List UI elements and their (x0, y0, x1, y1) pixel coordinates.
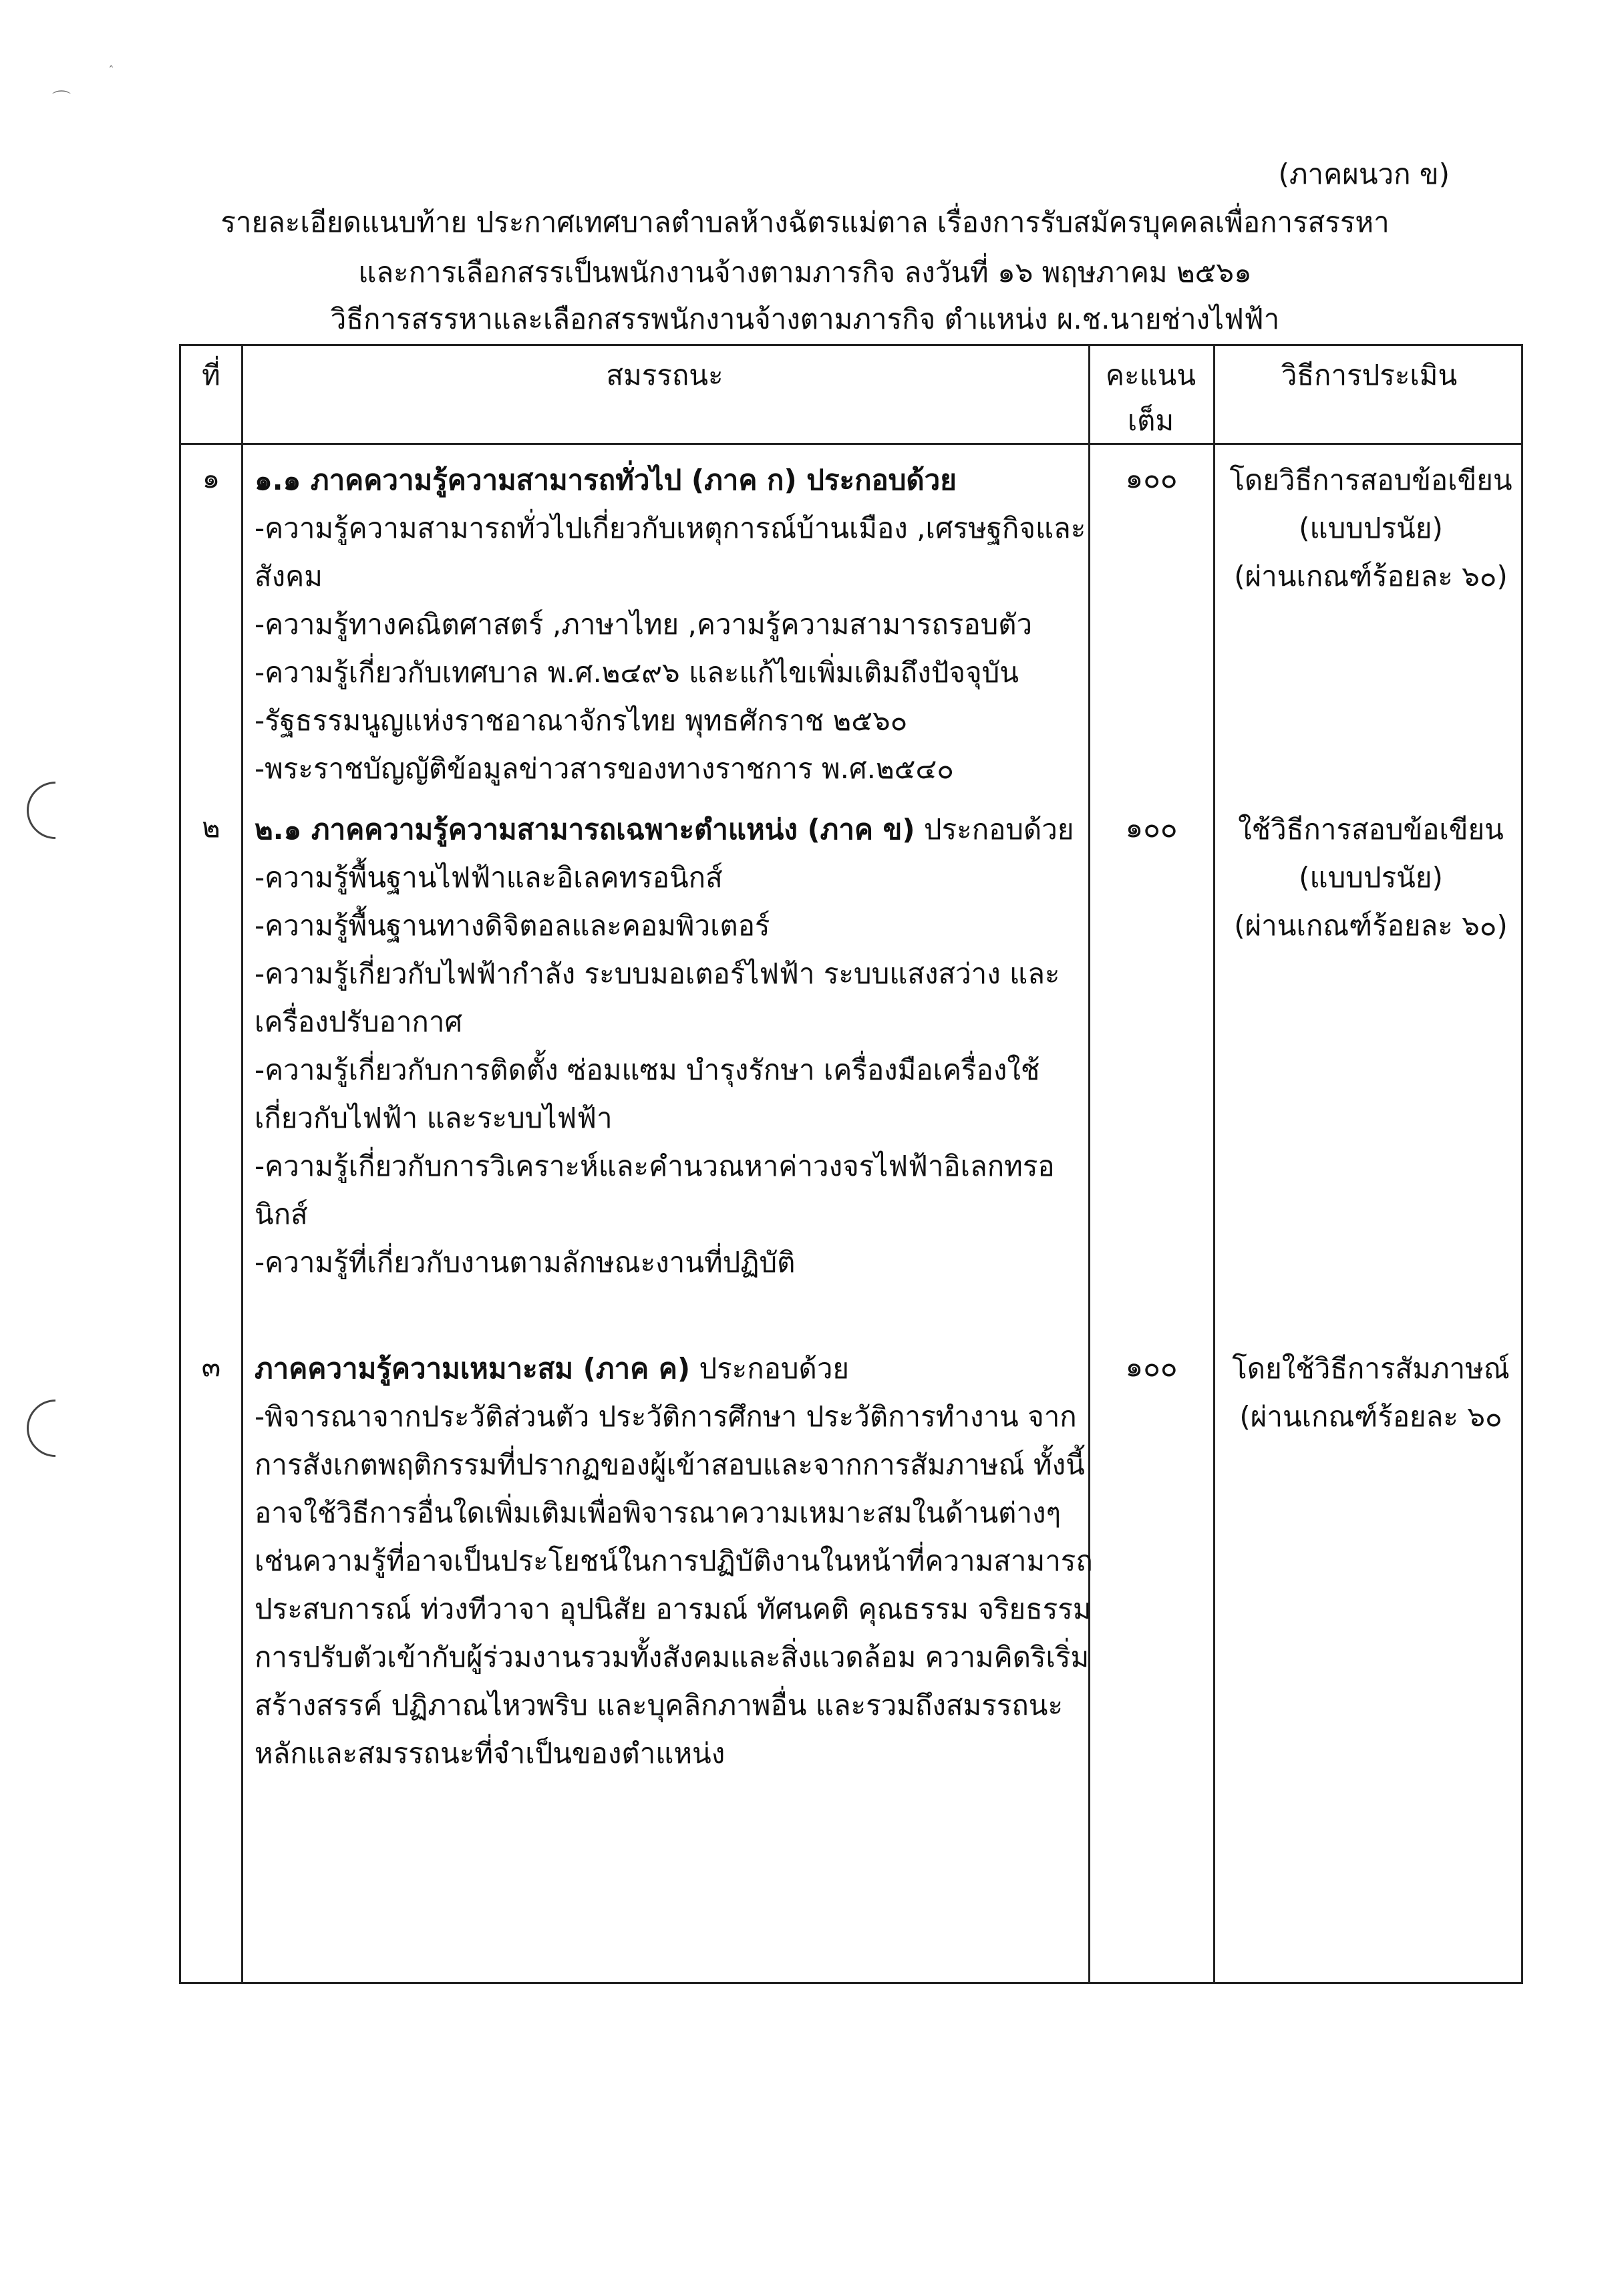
assessment-table (179, 344, 1523, 1984)
full-score: ๑๐๐ (1125, 1350, 1178, 1383)
section-line: -พระราชบัญญัติข้อมูลข่าวสารของทางราชการ พ.ศ.๒๕๔๐ (255, 752, 954, 785)
row-number: ๒ (202, 811, 220, 844)
row-number: ๓ (201, 1350, 221, 1383)
section-line: -ความรู้ความสามารถทั่วไปเกี่ยวกับเหตุการณ์บ้านเมือง ,เศรษฐกิจและ (255, 512, 1086, 544)
assessment-method (1217, 806, 1525, 950)
competency-section (255, 456, 1257, 793)
column-divider (241, 346, 243, 1982)
method-line: (แบบปรนัย) (1299, 861, 1443, 894)
column-header-competency: สมรรถนะ (606, 359, 723, 391)
header-separator (181, 443, 1521, 445)
section-line: สร้างสรรค์ ปฏิภาณไหวพริบ และบุคลิกภาพอื่น และรวมถึงสมรรถนะ (255, 1689, 1064, 1721)
section-line: -ความรู้เกี่ยวกับเทศบาล พ.ศ.๒๔๙๖ และแก้ไขเพิ่มเติมถึงปัจจุบัน (255, 656, 1019, 689)
method-line: ใช้วิธีการสอบข้อเขียน (1238, 813, 1504, 846)
section-line: -ความรู้ทางคณิตศาสตร์ ,ภาษาไทย ,ความรู้ความสามารถรอบตัว (255, 608, 1033, 641)
method-line: โดยวิธีการสอบข้อเขียน (1229, 464, 1512, 496)
section-line: อาจใช้วิธีการอื่นใดเพิ่มเติมเพื่อพิจารณาความเหมาะสมในด้านต่างๆ (255, 1496, 1062, 1529)
column-header-score-line-2: เต็ม (1127, 404, 1174, 437)
column-header-no: ที่ (202, 359, 220, 391)
section-heading-bold: ๒.๑ ภาคความรู้ความสามารถเฉพาะตำแหน่ง (ภาค ข) (255, 813, 915, 846)
method-line: (ผ่านเกณฑ์ร้อยละ ๖๐ (1239, 1400, 1502, 1433)
section-line: -ความรู้พื้นฐานไฟฟ้าและอิเลคทรอนิกส์ (255, 861, 723, 894)
column-header-method: วิธีการประเมิน (1281, 359, 1458, 391)
section-line: -ความรู้เกี่ยวกับไฟฟ้ากำลัง ระบบมอเตอร์ไฟฟ้า ระบบแสงสว่าง และ (255, 957, 1060, 990)
section-line: เช่นความรู้ที่อาจเป็นประโยชน์ในการปฏิบัติงานในหน้าที่ความสามารถ (255, 1544, 1093, 1577)
method-line: (แบบปรนัย) (1299, 512, 1443, 544)
column-header-score (1088, 353, 1213, 444)
scan-mark: ˆ (108, 64, 114, 78)
section-line: เครื่องปรับอากาศ (255, 1005, 463, 1038)
section-line: หลักและสมรรถนะที่จำเป็นของตำแหน่ง (255, 1737, 726, 1770)
method-line: (ผ่านเกณฑ์ร้อยละ ๖๐) (1234, 909, 1508, 942)
section-line: -ความรู้พื้นฐานทางดิจิตอลและคอมพิวเตอร์ (255, 909, 770, 942)
section-line: -พิจารณาจากประวัติส่วนตัว ประวัติการศึกษา ประวัติการทำงาน จาก (255, 1400, 1077, 1433)
document-title-line-3: วิธีการสรรหาและเลือกสรรพนักงานจ้างตามภารกิจ ตำแหน่ง ผ.ช.นายช่างไฟฟ้า (330, 303, 1280, 335)
assessment-method (1217, 1345, 1525, 1441)
section-line: เกี่ยวกับไฟฟ้า และระบบไฟฟ้า (255, 1102, 613, 1134)
section-line: -รัฐธรรมนูญแห่งราชอาณาจักรไทย พุทธศักราช ๒๕๖๐ (255, 704, 908, 737)
competency-section (255, 806, 1257, 1287)
section-heading-bold: ภาคความรู้ความเหมาะสม (ภาค ค) (255, 1352, 691, 1385)
column-header-score-line-1: คะแนน (1105, 359, 1196, 391)
document-title-line-1: รายละเอียดแนบท้าย ประกาศเทศบาลตำบลห้างฉัตรแม่ตาล เรื่องการรับสมัครบุคคลเพื่อการสรรหา (220, 206, 1390, 238)
section-line: การปรับตัวเข้ากับผู้ร่วมงานรวมทั้งสังคมและสิ่งแวดล้อม ความคิดริเริ่ม (255, 1641, 1090, 1673)
scan-mark: ⌒ (52, 89, 71, 111)
full-score: ๑๐๐ (1125, 462, 1178, 494)
section-line: ประสบการณ์ ท่วงทีวาจา อุปนิสัย อารมณ์ ทัศนคติ คุณธรรม จริยธรรม (255, 1593, 1092, 1625)
section-line: -ความรู้เกี่ยวกับการติดตั้ง ซ่อมแซม บำรุงรักษา เครื่องมือเครื่องใช้ (255, 1053, 1040, 1086)
appendix-label: (ภาคผนวก ข) (1278, 158, 1450, 190)
section-line: -ความรู้ที่เกี่ยวกับงานตามลักษณะงานที่ปฏิบัติ (255, 1246, 796, 1279)
assessment-method (1217, 456, 1525, 601)
method-line: (ผ่านเกณฑ์ร้อยละ ๖๐) (1234, 560, 1508, 593)
section-line: -ความรู้เกี่ยวกับการวิเคราะห์และคำนวณหาค่าวงจรไฟฟ้าอิเลกทรอ (255, 1150, 1055, 1182)
section-heading-rest: ประกอบด้วย (915, 813, 1074, 846)
section-line: การสังเกตพฤติกรรมที่ปรากฏของผู้เข้าสอบและจากการสัมภาษณ์ ทั้งนี้ (255, 1448, 1085, 1481)
document-title-line-2: และการเลือกสรรเป็นพนักงานจ้างตามภารกิจ ลงวันที่ ๑๖ พฤษภาคม ๒๕๖๑ (358, 256, 1252, 289)
punch-hole (15, 1387, 96, 1469)
section-line: นิกส์ (255, 1198, 308, 1231)
full-score: ๑๐๐ (1125, 811, 1178, 844)
method-line: โดยใช้วิธีการสัมภาษณ์ (1232, 1352, 1510, 1385)
section-heading-rest: ประกอบด้วย (690, 1352, 850, 1385)
section-line: สังคม (255, 560, 323, 593)
competency-section (255, 1345, 1257, 1778)
punch-hole (15, 770, 96, 851)
row-number: ๑ (202, 462, 220, 494)
section-heading: ๑.๑ ภาคความรู้ความสามารถทั่วไป (ภาค ก) ประกอบด้วย (255, 464, 957, 496)
